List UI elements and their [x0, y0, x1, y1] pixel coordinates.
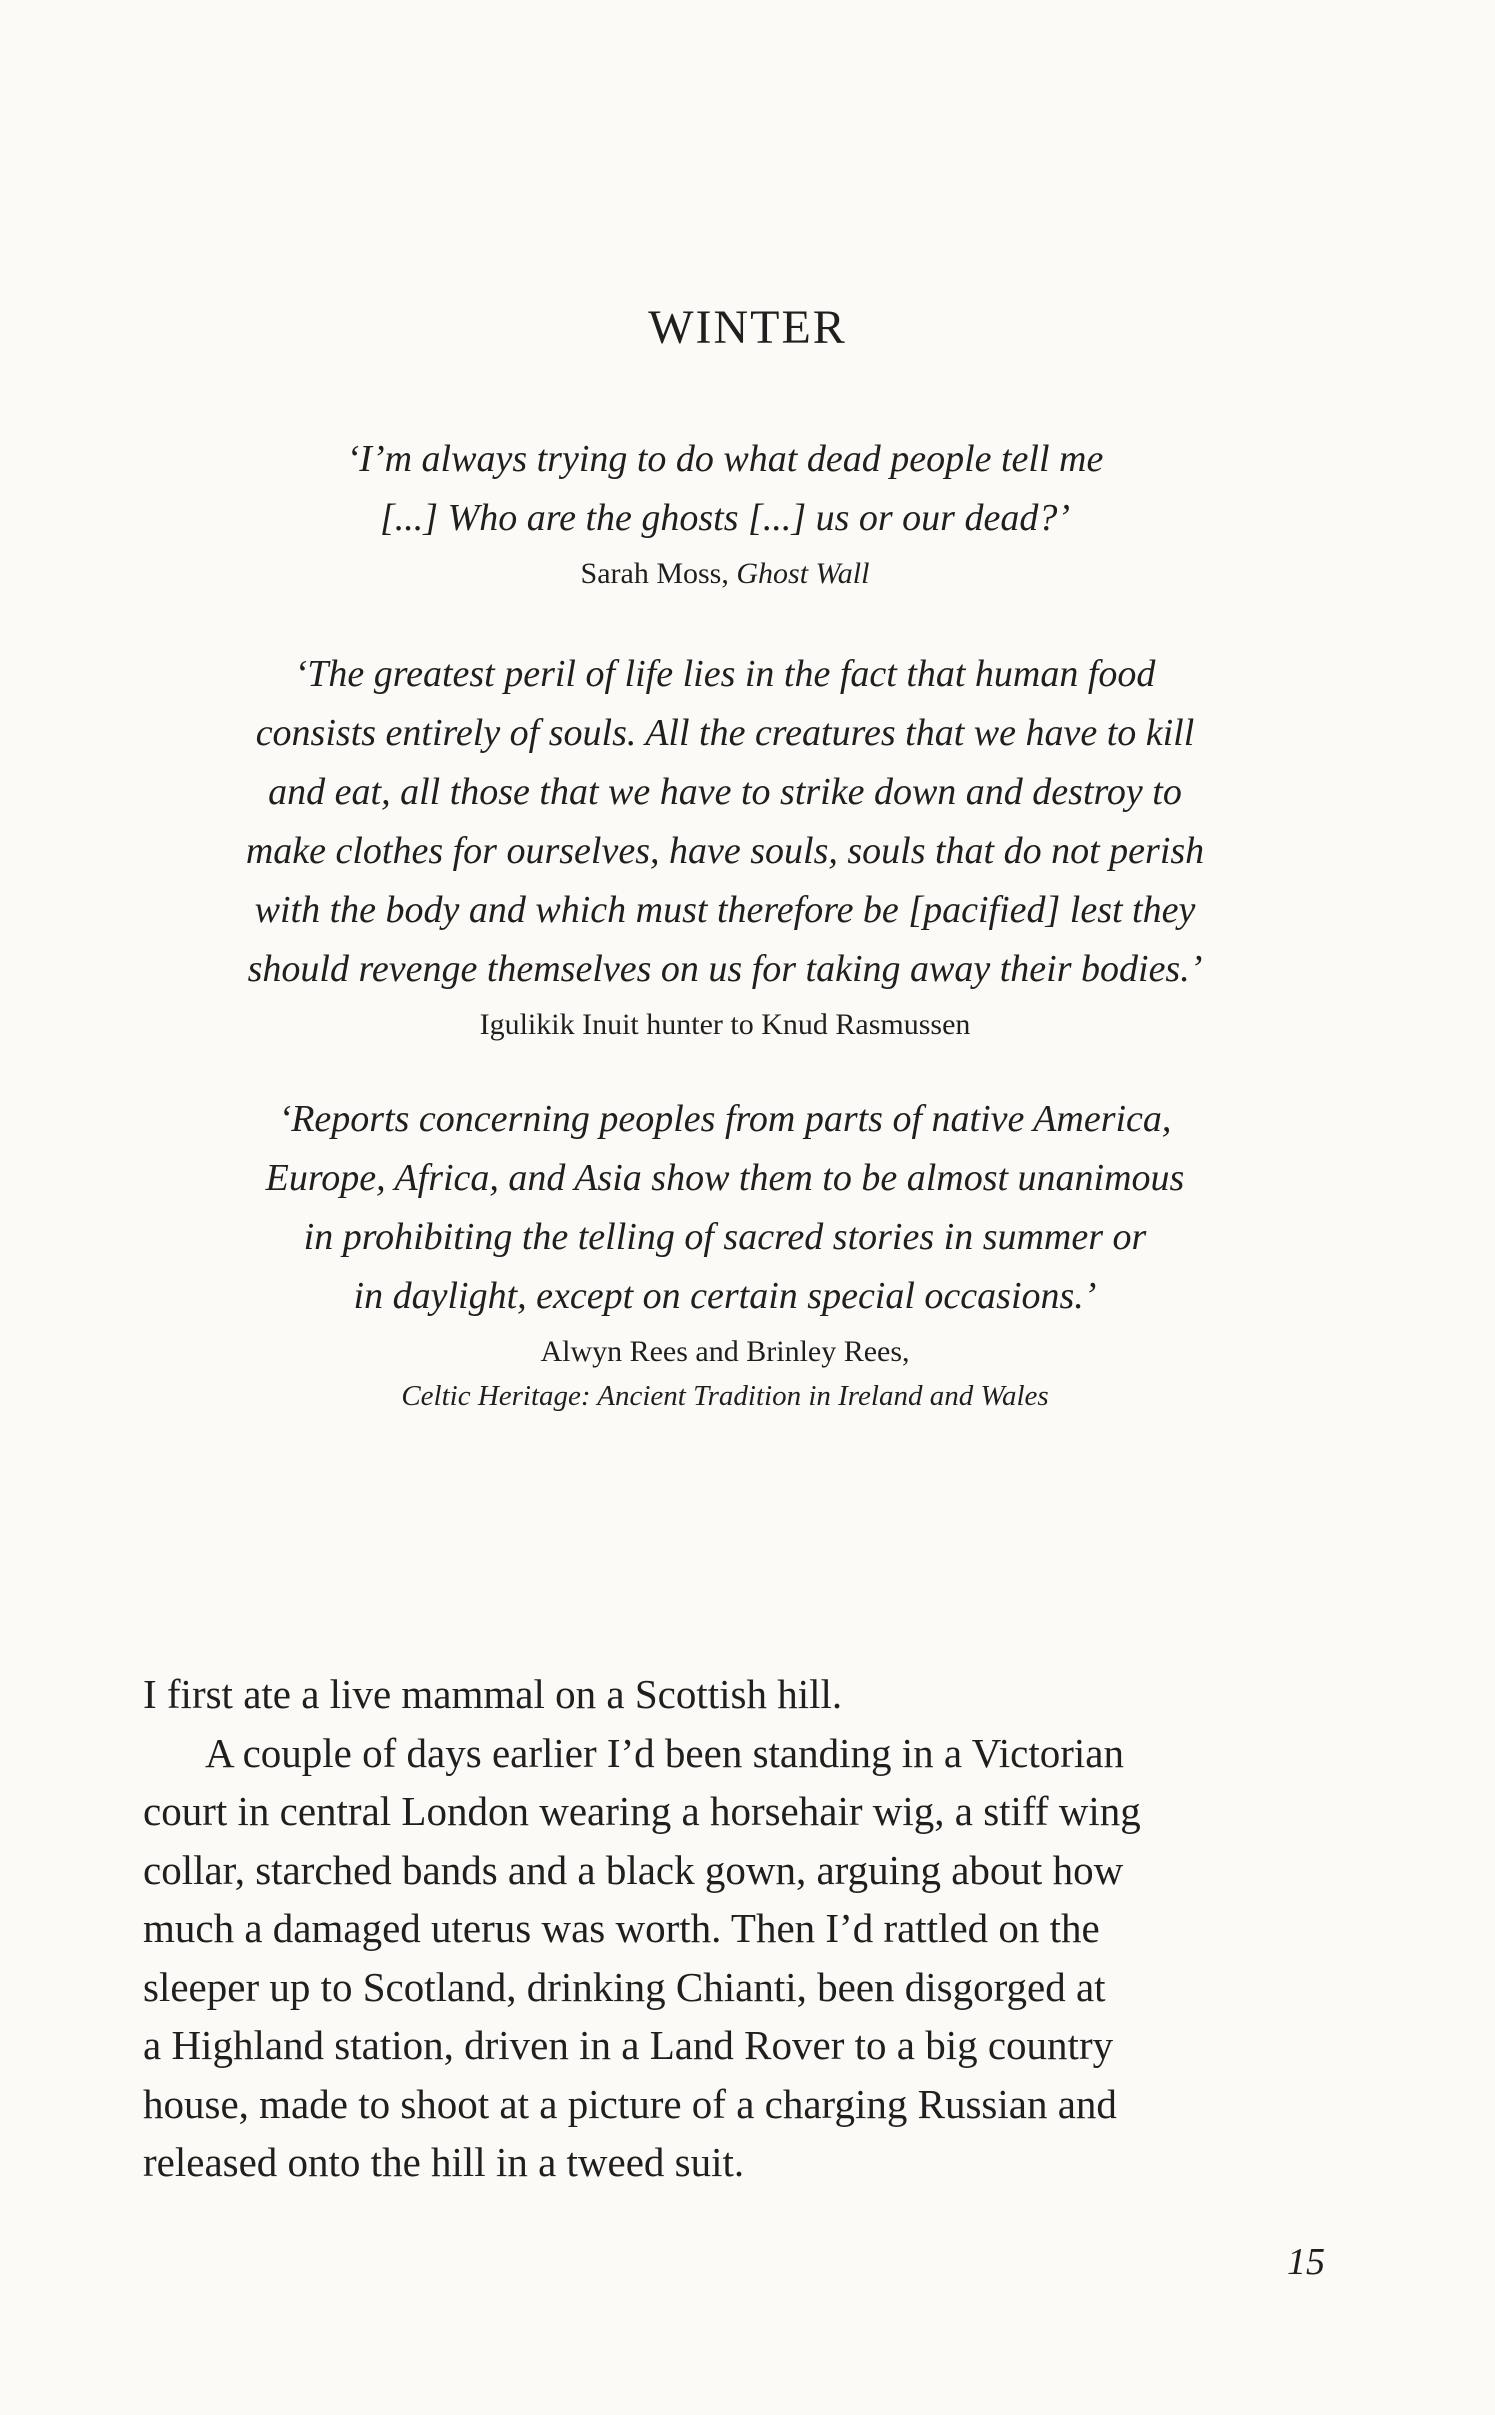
- body-line: house, made to shoot at a picture of a charging Russian and: [143, 2080, 1117, 2127]
- attribution-author: Sarah Moss,: [580, 557, 737, 590]
- body-line: sleeper up to Scotland, drinking Chianti, been disgorged at: [143, 1963, 1106, 2010]
- attribution-work: Celtic Heritage: Ancient Tradition in Ireland and Wales: [401, 1380, 1049, 1412]
- epigraph-attribution: [150, 1003, 1300, 1047]
- quote-line: Europe, Africa, and Asia show them to be almost unanimous: [265, 1157, 1185, 1199]
- body-line: a Highland station, driven in a Land Rover to a big country: [143, 2022, 1114, 2068]
- quote-line: in prohibiting the telling of sacred stories in summer or: [303, 1216, 1147, 1258]
- opening-line: I first ate a live mammal on a Scottish hill.: [143, 1671, 843, 1717]
- quote-line: with the body and which must therefore be [pacified] lest they: [254, 889, 1196, 931]
- body-line: released onto the hill in a tweed suit.: [143, 2139, 745, 2185]
- chapter-title: WINTER: [648, 301, 847, 354]
- quote-line: and eat, all those that we have to strike down and destroy to: [268, 771, 1182, 813]
- body-line: much a damaged uterus was worth. Then I’d rattled on the: [143, 1905, 1100, 1951]
- epigraph-attribution: [150, 552, 1300, 596]
- quote-line: [...] Who are the ghosts [...] us or our dead?’: [380, 497, 1070, 539]
- attribution-work: Ghost Wall: [736, 557, 870, 590]
- epigraph-rees: [150, 1090, 1300, 1418]
- quote-line: consists entirely of souls. All the creatures that we have to kill: [255, 712, 1195, 754]
- body-line: A couple of days earlier I’d been standing in a Victorian: [205, 1729, 1124, 1776]
- quote-line: ‘The greatest peril of life lies in the fact that human food: [294, 653, 1156, 695]
- page-number: 15: [1287, 2241, 1325, 2283]
- body-line: court in central London wearing a horsehair wig, a stiff wing: [143, 1788, 1141, 1834]
- attribution-line: [150, 552, 1300, 596]
- epigraph-quote: [150, 645, 1300, 999]
- quote-line: in daylight, except on certain special occasions.’: [353, 1275, 1097, 1317]
- attribution-author: Alwyn Rees and Brinley Rees,: [540, 1335, 910, 1368]
- epigraph-quote: [150, 430, 1300, 548]
- body-text: [143, 1665, 1323, 2192]
- body-line: collar, starched bands and a black gown, arguing about how: [143, 1846, 1124, 1893]
- epigraph-quote: [150, 1090, 1300, 1326]
- quote-line: should revenge themselves on us for taking away their bodies.’: [247, 948, 1203, 990]
- attribution-author: Igulikik Inuit hunter to Knud Rasmussen: [479, 1008, 971, 1041]
- quote-line: ‘I’m always trying to do what dead people tell me: [346, 438, 1104, 480]
- epigraph-attribution: [150, 1330, 1300, 1418]
- quote-line: make clothes for ourselves, have souls, souls that do not perish: [245, 830, 1205, 872]
- epigraph-moss: [150, 430, 1300, 596]
- epigraph-inuit-hunter: [150, 645, 1300, 1047]
- quote-line: ‘Reports concerning peoples from parts of native America,: [278, 1098, 1172, 1140]
